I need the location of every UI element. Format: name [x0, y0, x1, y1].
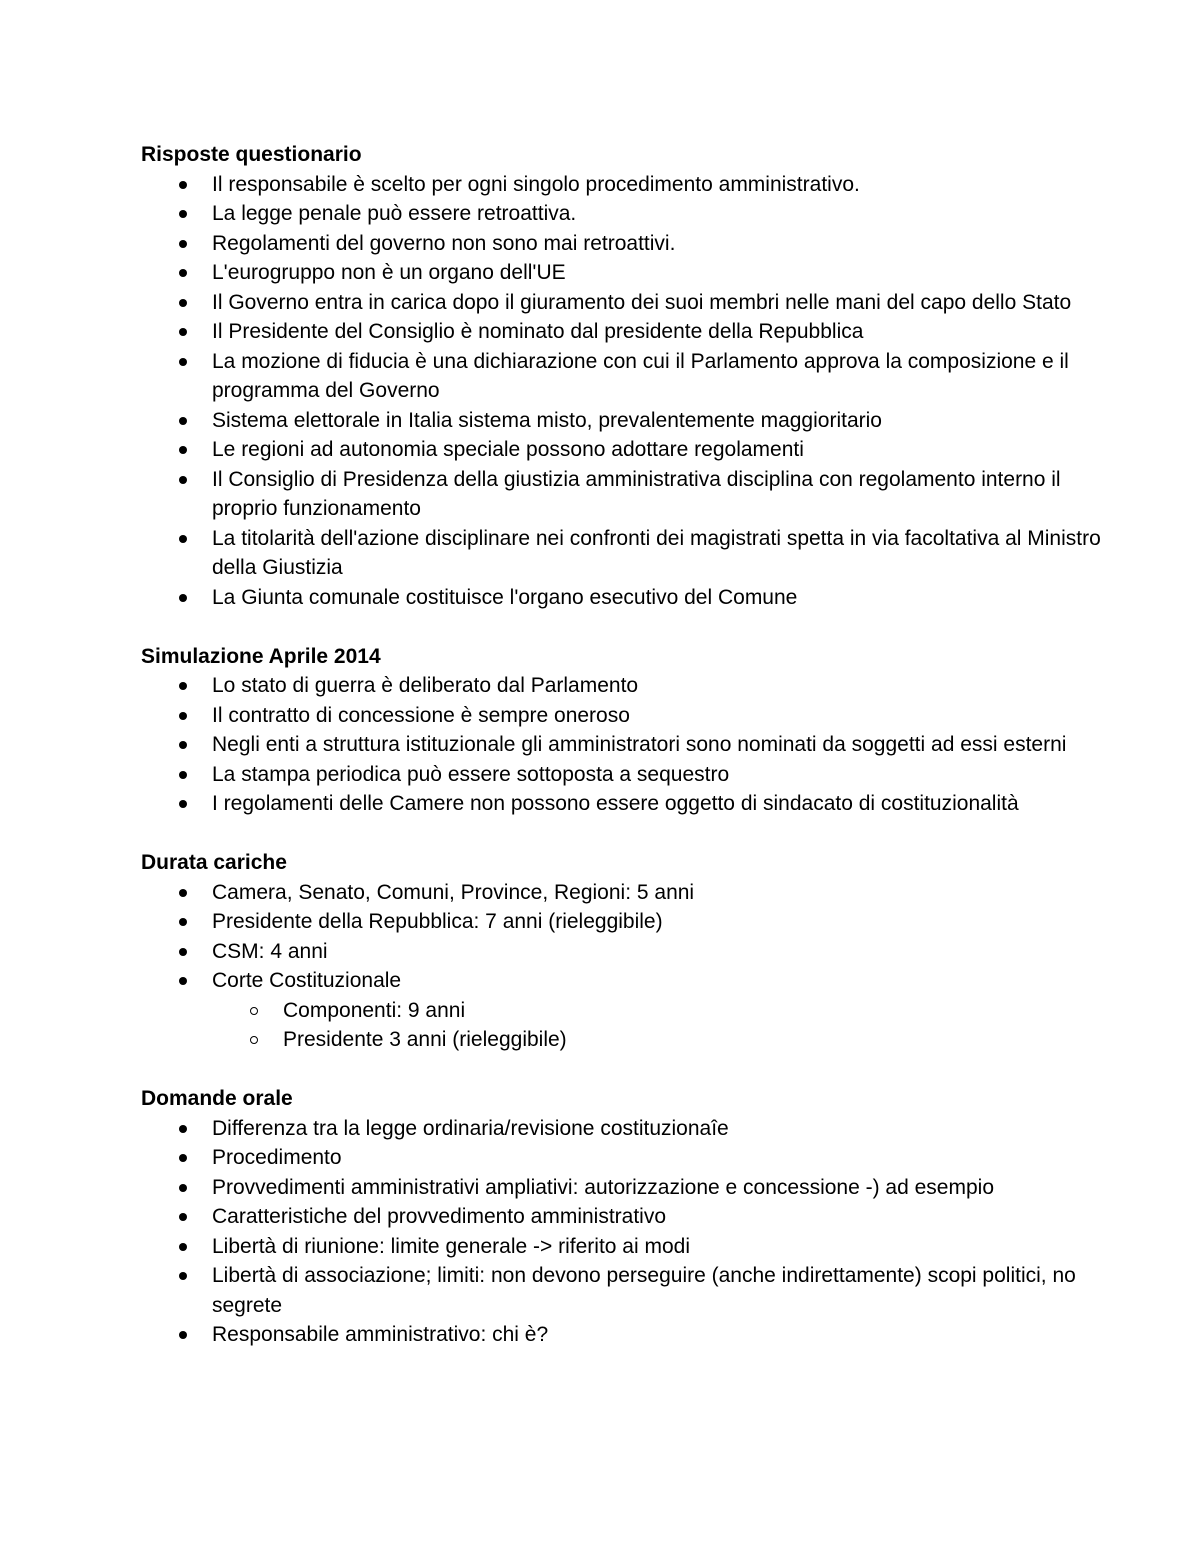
sub-list-item: Componenti: 9 anni	[212, 996, 1101, 1026]
section-durata-cariche	[141, 848, 1101, 1055]
list-item: La legge penale può essere retroattiva.	[141, 199, 1101, 229]
bullet-list	[141, 671, 1101, 819]
list-item: Provvedimenti amministrativi ampliativi: autorizzazione e concessione -) ad esempio	[141, 1173, 1101, 1203]
section-simulazione-aprile-2014	[141, 642, 1101, 819]
sub-bullet-list	[212, 996, 1101, 1055]
list-item: La titolarità dell'azione disciplinare nei confronti dei magistrati spetta in via facoltativa al Ministro della Giustizia	[141, 524, 1101, 583]
list-item: La stampa periodica può essere sottoposta a sequestro	[141, 760, 1101, 790]
bullet-list	[141, 170, 1101, 613]
section-heading: Risposte questionario	[141, 143, 362, 166]
section-heading: Simulazione Aprile 2014	[141, 644, 381, 668]
list-item: Il Presidente del Consiglio è nominato dal presidente della Repubblica	[141, 317, 1101, 347]
list-item: Regolamenti del governo non sono mai retroattivi.	[141, 229, 1101, 259]
list-item: Le regioni ad autonomia speciale possono adottare regolamenti	[141, 435, 1101, 465]
list-item: I regolamenti delle Camere non possono essere oggetto di sindacato di costituzionalità	[141, 789, 1101, 819]
list-item: Procedimento	[141, 1143, 1101, 1173]
sub-list-item: Presidente 3 anni (rieleggibile)	[212, 1025, 1101, 1055]
list-item: Negli enti a struttura istituzionale gli amministratori sono nominati da soggetti ad essi esterni	[141, 730, 1101, 760]
list-item: Differenza tra la legge ordinaria/revisione costituzionaîe	[141, 1114, 1101, 1144]
list-item: Lo stato di guerra è deliberato dal Parlamento	[141, 671, 1101, 701]
list-item: Libertà di associazione; limiti: non devono perseguire (anche indirettamente) scopi politici, no segrete	[141, 1261, 1101, 1320]
section-domande-orale	[141, 1084, 1101, 1350]
list-item: Il Governo entra in carica dopo il giuramento dei suoi membri nelle mani del capo dello Stato	[141, 288, 1101, 318]
list-item: Camera, Senato, Comuni, Province, Regioni: 5 anni	[141, 878, 1101, 908]
list-item: Sistema elettorale in Italia sistema misto, prevalentemente maggioritario	[141, 406, 1101, 436]
section-risposte-questionario	[141, 140, 1101, 612]
list-item: Libertà di riunione: limite generale -> riferito ai modi	[141, 1232, 1101, 1262]
list-item: La Giunta comunale costituisce l'organo esecutivo del Comune	[141, 583, 1101, 613]
list-item: La mozione di fiducia è una dichiarazione con cui il Parlamento approva la composizione e il programma del Governo	[141, 347, 1101, 406]
list-item: Presidente della Repubblica: 7 anni (rieleggibile)	[141, 907, 1101, 937]
list-item: L'eurogruppo non è un organo dell'UE	[141, 258, 1101, 288]
document-page	[141, 140, 1101, 1379]
section-heading: Durata cariche	[141, 851, 287, 874]
section-heading: Domande orale	[141, 1087, 293, 1110]
list-item: Il contratto di concessione è sempre oneroso	[141, 701, 1101, 731]
bullet-list	[141, 878, 1101, 1055]
list-item: Corte Costituzionale Componenti: 9 anni Presidente 3 anni (rieleggibile)	[141, 966, 1101, 1055]
list-item: Il responsabile è scelto per ogni singolo procedimento amministrativo.	[141, 170, 1101, 200]
list-item: Responsabile amministrativo: chi è?	[141, 1320, 1101, 1350]
list-item: CSM: 4 anni	[141, 937, 1101, 967]
list-item: Il Consiglio di Presidenza della giustizia amministrativa disciplina con regolamento interno il proprio funzionamento	[141, 465, 1101, 524]
list-item: Caratteristiche del provvedimento amministrativo	[141, 1202, 1101, 1232]
bullet-list	[141, 1114, 1101, 1350]
